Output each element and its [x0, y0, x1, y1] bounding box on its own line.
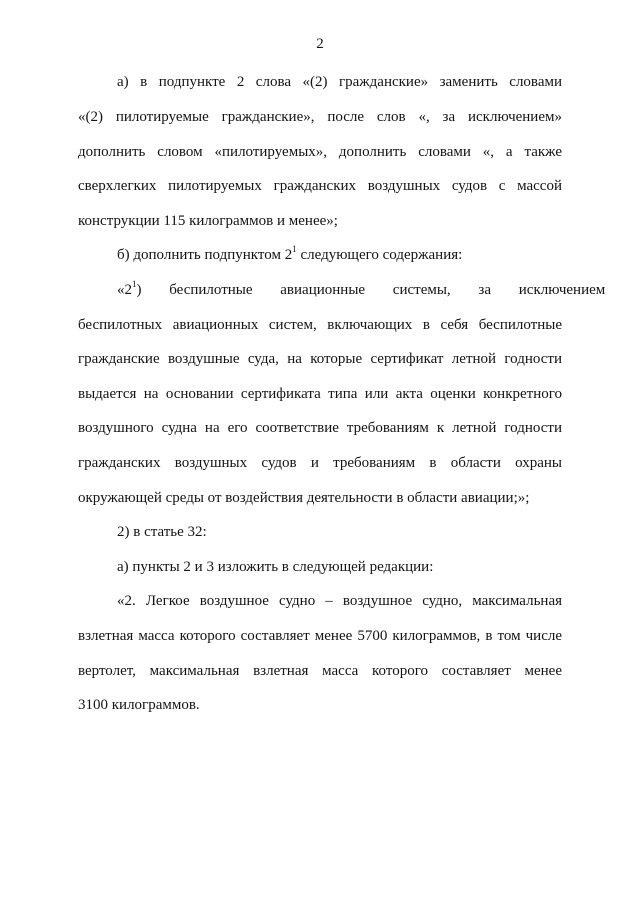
text-line: 2) в статье 32:	[117, 524, 207, 540]
text-line	[117, 245, 562, 265]
text-line: «(2) пилотируемые гражданские», после слов «, за исключением»	[78, 109, 562, 125]
text-line: а) пункты 2 и 3 изложить в следующей редакции:	[117, 559, 434, 575]
text-fragment: ) беспилотные авиационные системы, за исключением	[136, 282, 606, 298]
superscript: 1	[132, 279, 137, 289]
text-line: дополнить словом «пилотируемых», дополнить словами «, а также	[78, 144, 562, 160]
text-line: воздушного судна на его соответствие требованиям к летной годности	[78, 420, 562, 436]
text-line: вертолет, максимальная взлетная масса которого составляет менее	[78, 663, 562, 679]
text-line: гражданские воздушные суда, на которые сертификат летной годности	[78, 351, 562, 367]
text-line: сверхлегких пилотируемых гражданских воздушных судов с массой	[78, 178, 562, 194]
text-fragment: «2	[117, 282, 132, 298]
text-line: а) в подпункте 2 слова «(2) гражданские» заменить словами	[117, 74, 562, 90]
text-line: «2. Легкое воздушное судно – воздушное судно, максимальная	[117, 593, 562, 609]
text-fragment: следующего содержания:	[296, 247, 463, 263]
text-fragment: б) дополнить подпунктом 2	[117, 247, 293, 263]
page-number: 2	[316, 36, 324, 52]
superscript: 1	[292, 244, 297, 254]
text-line: 3100 килограммов.	[78, 697, 200, 713]
text-line: конструкции 115 килограммов и менее»;	[78, 213, 338, 229]
text-line: окружающей среды от воздействия деятельности в области авиации;»;	[78, 490, 530, 506]
text-line: гражданских воздушных судов и требованиям в области охраны	[78, 455, 562, 471]
text-line: беспилотных авиационных систем, включающих в себя беспилотные	[78, 317, 562, 333]
text-line: выдается на основании сертификата типа или акта оценки конкретного	[78, 386, 562, 402]
text-line	[117, 279, 606, 300]
text-line: взлетная масса которого составляет менее 5700 килограммов, в том числе	[78, 628, 562, 644]
